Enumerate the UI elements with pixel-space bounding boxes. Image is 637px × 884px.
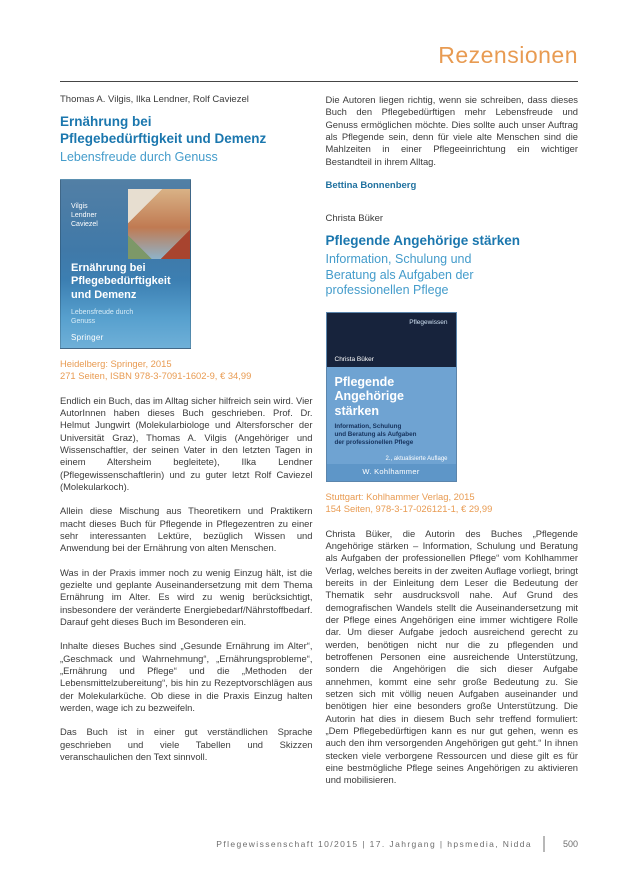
review1-title-line2: Pflegebedürftigkeit und Demenz: [60, 131, 267, 146]
review1-title-line1: Ernährung bei: [60, 114, 152, 129]
left-column: [60, 94, 313, 787]
review2-subtitle-line1: Information, Schulung und: [325, 252, 472, 267]
right-column: [326, 94, 579, 787]
review2-paragraph-1: Christa Büker, die Autorin des Buches „Pflegende Angehörige stärken – Information, Schulung und Beratung als Aufgaben der professionellen Pflege“ vom Kohlhammer Verlag, welches bereits in der zweiten Auflage vorliegt, bringt bereits in der Einleitung dem Leser die Bedeutung der Thematik sehr ausdrucksvoll nahe. Auf Grund des demografischen Wandels stellt die Auseinandersetzung mit der Pflege eines Angehörigen eine immer wichtigere Rolle dar. Um dieser Aufgabe jedoch ausreichend gerecht zu werden, benötigen nicht nur die zu pflegenden und betroffenen Personen eine ausreichende Unterstützung, sondern die Angehörigen die sich dieser Aufgabe annehmen, kommt eine sehr große Bedeutung zu. Sie setzen sich mit völlig neuen Aufgaben auseinander und benötigen hier eine besonders große Unterstützung. Die Autorin hat dies in diesem Buch sehr treffend formuliert: „Dem Pflegebedürftigen kann es nur gut gehen, wenn es auch den ihm versorgenden Angehörigen gut geht.“ In ihnen stecken viele verborgene Ressourcen und diese gilt es für eine bestmögliche Pflege seines Angehörigen zu aktivieren und mobilisieren.: [325, 527, 578, 786]
review1-paragraph-6: Die Autoren liegen richtig, wenn sie schreiben, dass dieses Buch den Pflegebedürftigen mehr Lebensfreude und Genuss ermöglichen möchte. Dies sollte auch unser Auftrag als Pflegende sein, denn für viele alte Menschen sind die Mahlzeiten in einer Pflegeeinrichtung ein wichtiger Bestandteil in ihrem Alltag.: [325, 94, 578, 167]
cover1-top: [61, 180, 190, 256]
header-rule: [60, 81, 578, 82]
cover1-subtitle: [61, 302, 190, 326]
cover2-title-line2: Angehörige: [334, 389, 404, 404]
page-number: 500: [562, 839, 578, 849]
cover2-top-band: [327, 313, 456, 367]
cover2-title-line3: stärken: [334, 403, 379, 418]
review1-publication-info: [60, 358, 313, 383]
cover1-author-1: Vilgis: [71, 202, 88, 210]
cover1-author-3: Caviezel: [71, 220, 98, 228]
cover2-series-label: Pflegewissen: [409, 318, 448, 326]
review1-paragraph-3: Was in der Praxis immer noch zu wenig Einzug hält, ist die gezielte und geplante Auseinandersetzung mit dem Thema Ernährung im Alter. Es wird zu wenig berücksichtigt, insbesondere der veränderte Energiebedarf/Nährstoffbedarf. Darauf geht dieses Buch im Besonderen ein.: [60, 566, 313, 627]
cover1-food-photo: [128, 189, 190, 259]
cover1-authors: [61, 180, 98, 256]
review1-paragraph-1: Endlich ein Buch, das im Alltag sicher hilfreich sein wird. Vier AutorInnen haben dieses Buch geschrieben. Prof. Dr. Helmut Jungwirt (Molekularbiologe und Altersforscher der Universität Graz), Thomas A. Vilgis (Angehöriger und Wissenschaftler, der seinen Vater in den letzten Tagen in einem Altersheim begleitete), Ilka Lendner (Pflegewissenschaftlerin) und zu guter letzt Rolf Caviezel (Molekularkoch).: [60, 394, 313, 492]
review1-publisher-line: Heidelberg: Springer, 2015: [60, 357, 172, 369]
cover2-subtitle-line1: Information, Schulung: [334, 423, 402, 431]
cover2-edition-label: 2., aktualisierte Auflage: [385, 455, 448, 462]
page-footer: [216, 836, 578, 852]
cover2-subtitle-line3: der professionellen Pflege: [334, 439, 414, 447]
review2-publication-info: [326, 491, 579, 516]
review1-reviewer-name: Bettina Bonnenberg: [325, 180, 417, 192]
review2-publisher-line: Stuttgart: Kohlhammer Verlag, 2015: [325, 490, 475, 502]
book-cover-2: [326, 312, 457, 482]
cover1-title: [61, 256, 190, 303]
cover1-subtitle-line1: Lebensfreude durch: [71, 309, 134, 316]
cover2-author: Christa Büker: [334, 355, 374, 363]
review1-isbn-line: 271 Seiten, ISBN 978-3-7091-1602-9, € 34,99: [60, 370, 252, 381]
page-title: Rezensionen: [438, 42, 578, 68]
footer-divider: [543, 836, 545, 852]
book-cover-1: [60, 179, 191, 349]
page-header: [60, 42, 578, 69]
cover1-title-line3: und Demenz: [71, 288, 137, 301]
cover1-author-2: Lendner: [71, 211, 97, 219]
cover1-title-line2: Pflegebedürftigkeit: [71, 275, 171, 287]
footer-journal-line: Pflegewissenschaft 10/2015 | 17. Jahrgang | hpsmedia, Nidda: [216, 839, 532, 849]
cover2-subtitle-line2: und Beratung als Aufgaben: [334, 431, 417, 439]
review1-title: [60, 113, 313, 147]
cover2-title: [327, 367, 456, 419]
review2-subtitle-line2: Beratung als Aufgaben der: [325, 267, 474, 282]
review1-paragraph-5: Das Buch ist in einer gut verständlichen Sprache geschrieben und viele Tabellen und Skizzen veranschaulichen den Text sinnvoll.: [60, 726, 313, 763]
review2-subtitle-line3: professionellen Pflege: [325, 283, 449, 298]
content-columns: [60, 94, 578, 787]
review1-paragraph-2: Allein diese Mischung aus Theoretikern und Praktikern macht dieses Buch für Pflegende in Pflegezentren zu einer sehr interessanten Lektüre, bezüglich Wissen und Anwendung bei der Ernährung von alten Menschen.: [60, 505, 313, 554]
review1-authors: Thomas A. Vilgis, Ilka Lendner, Rolf Caviezel: [60, 94, 249, 105]
review1-paragraph-4: Inhalte dieses Buches sind „Gesunde Ernährung im Alter“, „Geschmack und Wahrnehmung“, „Ernährungsprobleme“, „Ernährung und Pflege“ und die „Methoden der Lebensmittelzubereitung“, bis hin zu Rezeptvorschlägen aus der Molekularküche. Ob diese in die Praxis Einzug halten werden, wage ich zu bezweifeln.: [60, 640, 313, 714]
springer-logo: Springer: [71, 332, 104, 342]
cover2-title-line1: Pflegende: [334, 374, 395, 389]
cover1-title-line1: Ernährung bei: [71, 261, 146, 274]
review2-title: Pflegende Angehörige stärken: [325, 233, 521, 249]
review2-isbn-line: 154 Seiten, 978-3-17-026121-1, € 29,99: [325, 503, 493, 515]
cover2-subtitle: [327, 418, 456, 447]
cover1-subtitle-line2: Genuss: [71, 317, 96, 325]
review1-subtitle: Lebensfreude durch Genuss: [60, 150, 218, 164]
review2-author: Christa Büker: [325, 213, 384, 225]
kohlhammer-logo: W. Kohlhammer: [327, 464, 456, 481]
review2-subtitle: [326, 252, 579, 299]
